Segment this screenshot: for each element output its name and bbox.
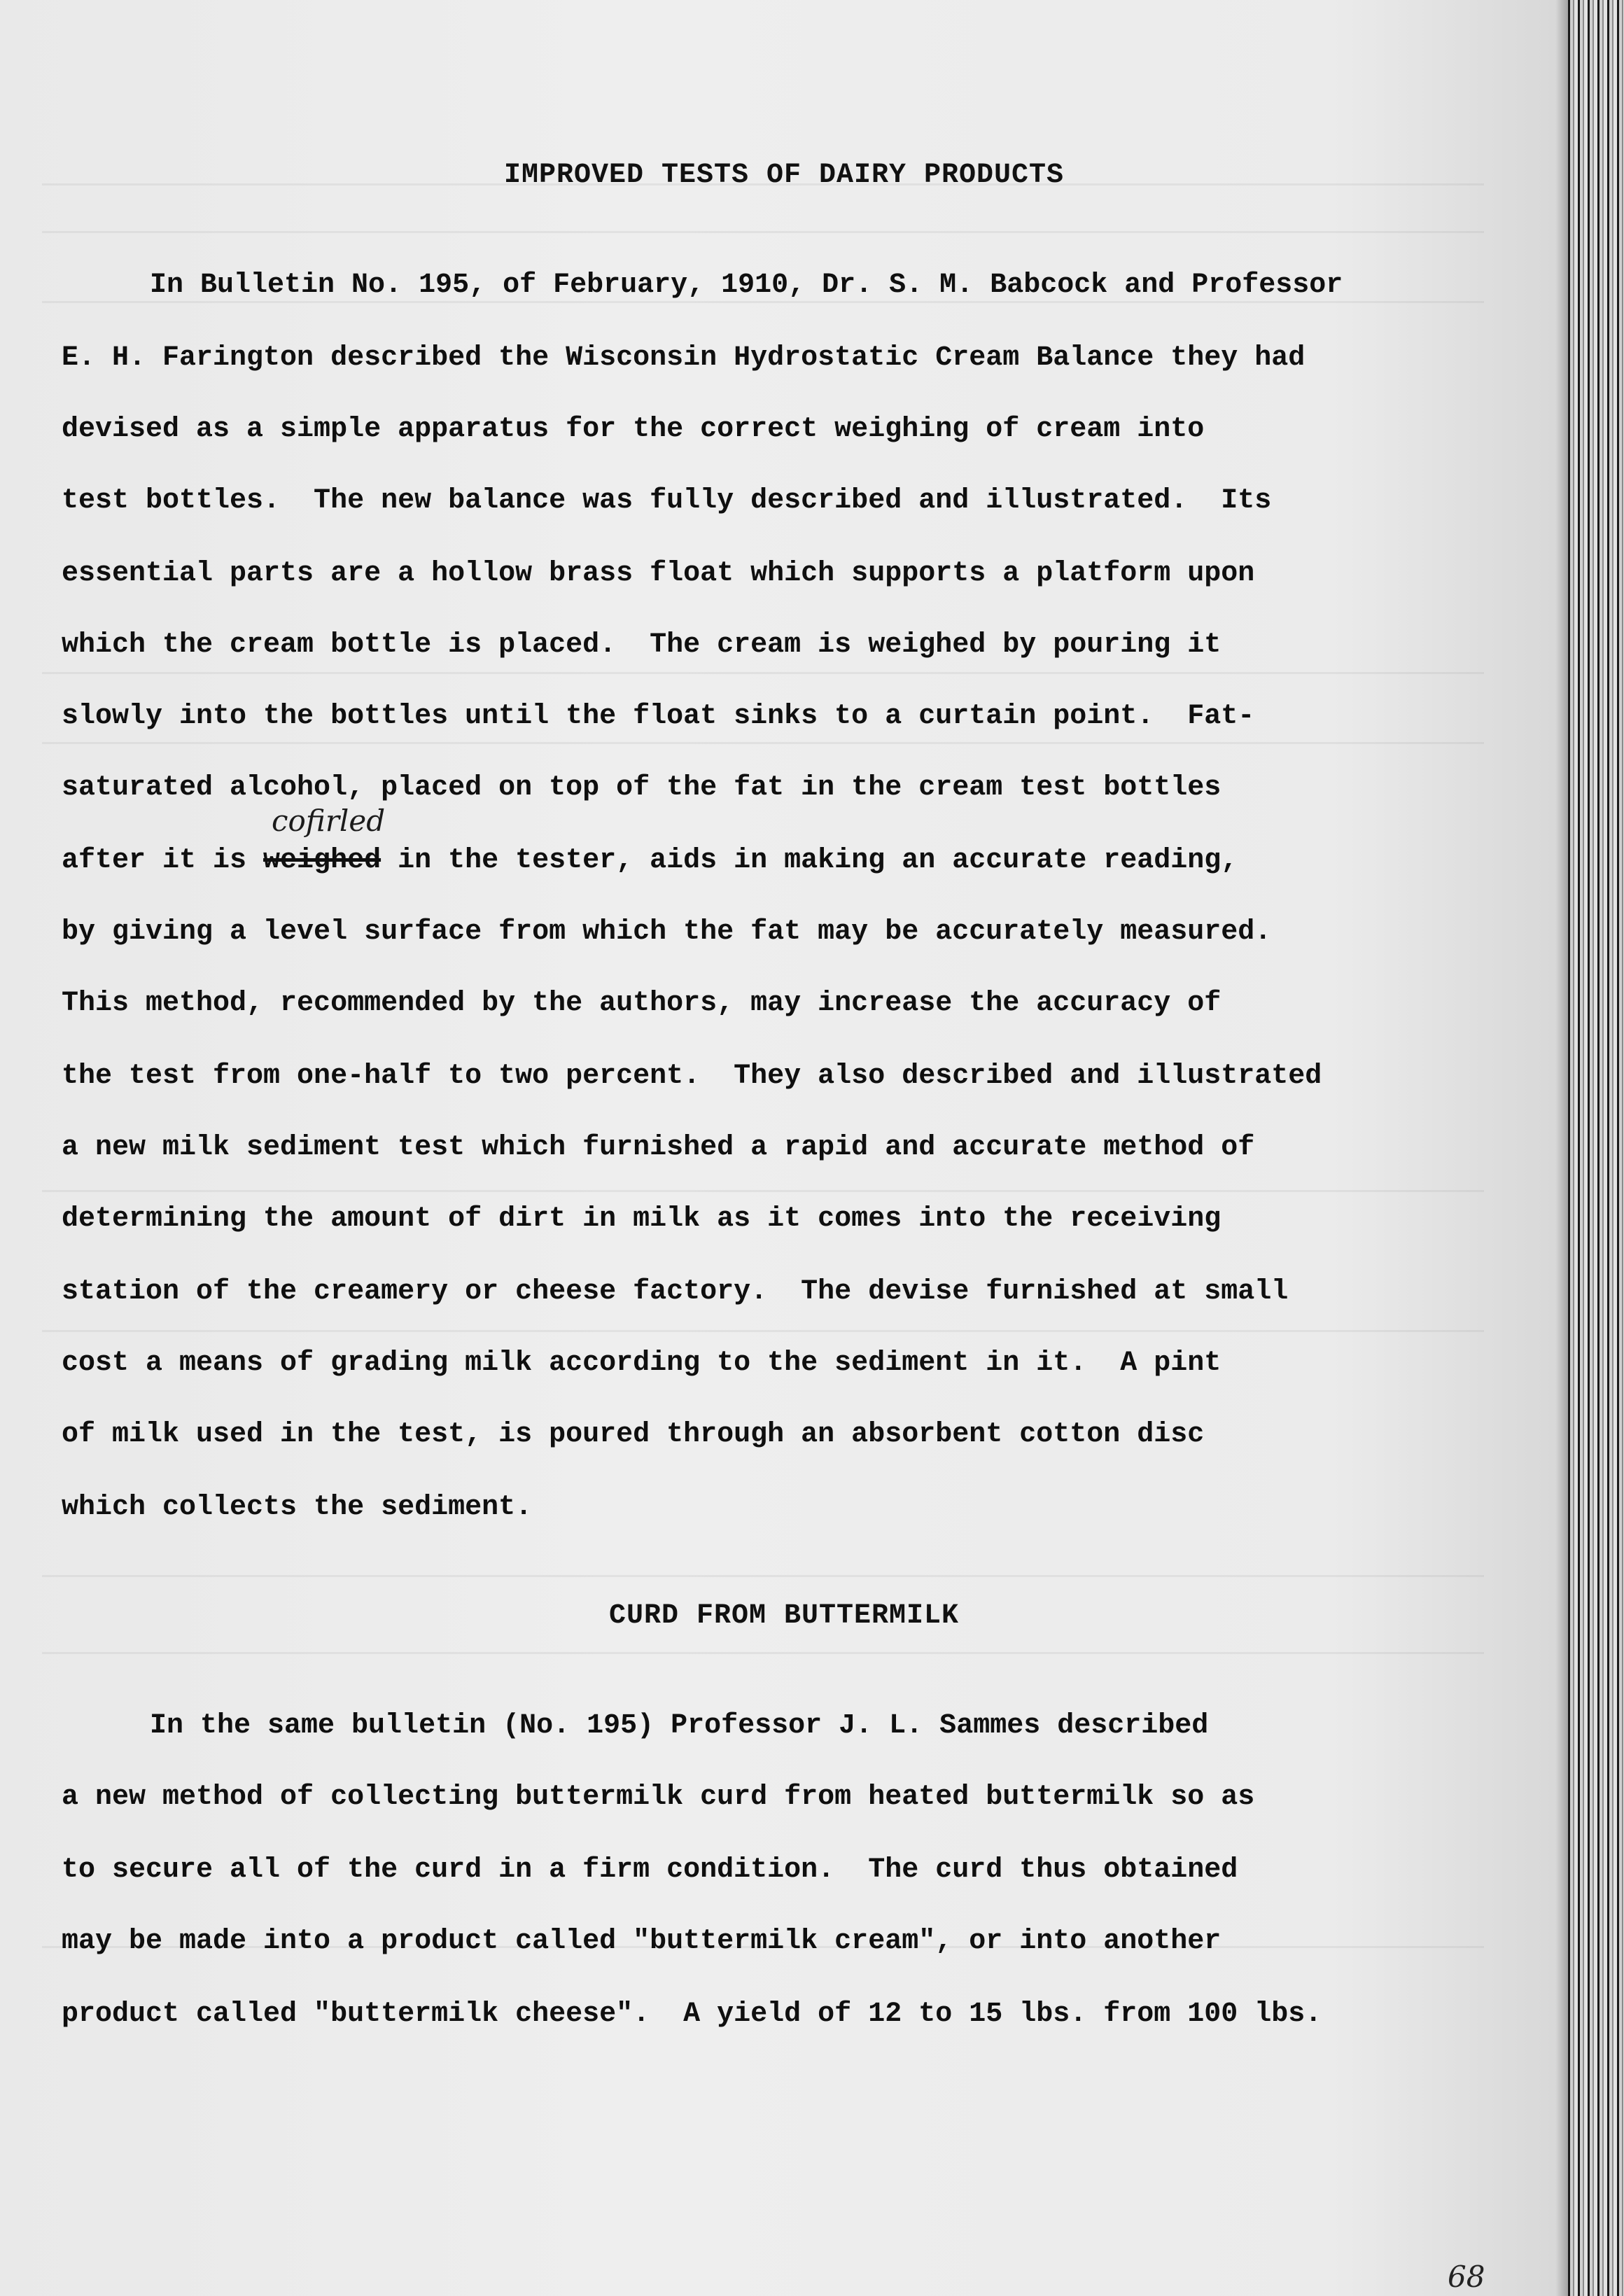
struck-word: weighed xyxy=(263,845,382,876)
text-line: determining the amount of dirt in milk as it comes into the receiving xyxy=(62,1203,1222,1235)
text-line: which collects the sediment. xyxy=(62,1492,533,1523)
text-line: which the cream bottle is placed. The cream is weighed by pouring it xyxy=(62,629,1222,661)
handwritten-insertion: cofirled xyxy=(272,804,386,838)
bleed-through-line xyxy=(42,1575,1484,1577)
text-line: may be made into a product called "buttermilk cream", or into another xyxy=(62,1926,1222,1957)
text-line: This method, recommended by the authors, may increase the accuracy of xyxy=(62,988,1222,1019)
text-line: saturated alcohol, placed on top of the fat in the cream test bottles xyxy=(62,772,1222,804)
bleed-through-line xyxy=(42,1190,1484,1192)
text-line-with-correction xyxy=(62,844,1238,878)
text-line: a new milk sediment test which furnished a rapid and accurate method of xyxy=(62,1132,1255,1163)
text-line: of milk used in the test, is poured through an absorbent cotton disc xyxy=(62,1419,1205,1450)
section-heading-curd: CURD FROM BUTTERMILK xyxy=(608,1600,960,1632)
text-line: to secure all of the curd in a firm condition. The curd thus obtained xyxy=(62,1854,1238,1886)
text-line: essential parts are a hollow brass float which supports a platform upon xyxy=(62,558,1255,589)
text-line: E. H. Farington described the Wisconsin Hydrostatic Cream Balance they had xyxy=(62,342,1306,374)
bleed-through-line xyxy=(42,1330,1484,1332)
text-fragment: in the tester, aids in making an accurate reading, xyxy=(381,845,1238,876)
page-number: 68 xyxy=(1448,2260,1485,2294)
text-line: test bottles. The new balance was fully described and illustrated. Its xyxy=(62,485,1272,517)
text-line: devised as a simple apparatus for the correct weighing of cream into xyxy=(62,414,1205,445)
text-line: cost a means of grading milk according to the sediment in it. A pint xyxy=(62,1348,1222,1379)
bleed-through-line xyxy=(42,1652,1484,1654)
text-line: product called "buttermilk cheese". A yield of 12 to 15 lbs. from 100 lbs. xyxy=(62,1998,1322,2030)
text-line: slowly into the bottles until the float sinks to a curtain point. Fat- xyxy=(62,701,1255,732)
text-line: a new method of collecting buttermilk curd from heated buttermilk so as xyxy=(62,1782,1255,1813)
text-fragment: after it is xyxy=(62,845,264,876)
text-line: the test from one-half to two percent. They also described and illustrated xyxy=(62,1060,1322,1092)
bleed-through-line xyxy=(42,231,1484,233)
text-line: station of the creamery or cheese factory. The devise furnished at small xyxy=(62,1276,1289,1308)
section-heading-improved-tests: IMPROVED TESTS OF DAIRY PRODUCTS xyxy=(503,160,1065,191)
bleed-through-line xyxy=(42,672,1484,674)
bleed-through-line xyxy=(42,742,1484,744)
text-line: In Bulletin No. 195, of February, 1910, Dr. S. M. Babcock and Professor xyxy=(150,270,1343,301)
stacked-page-edges xyxy=(1568,0,1624,2296)
text-line: by giving a level surface from which the fat may be accurately measured. xyxy=(62,916,1272,948)
text-line: In the same bulletin (No. 195) Professor J. L. Sammes described xyxy=(150,1710,1209,1742)
